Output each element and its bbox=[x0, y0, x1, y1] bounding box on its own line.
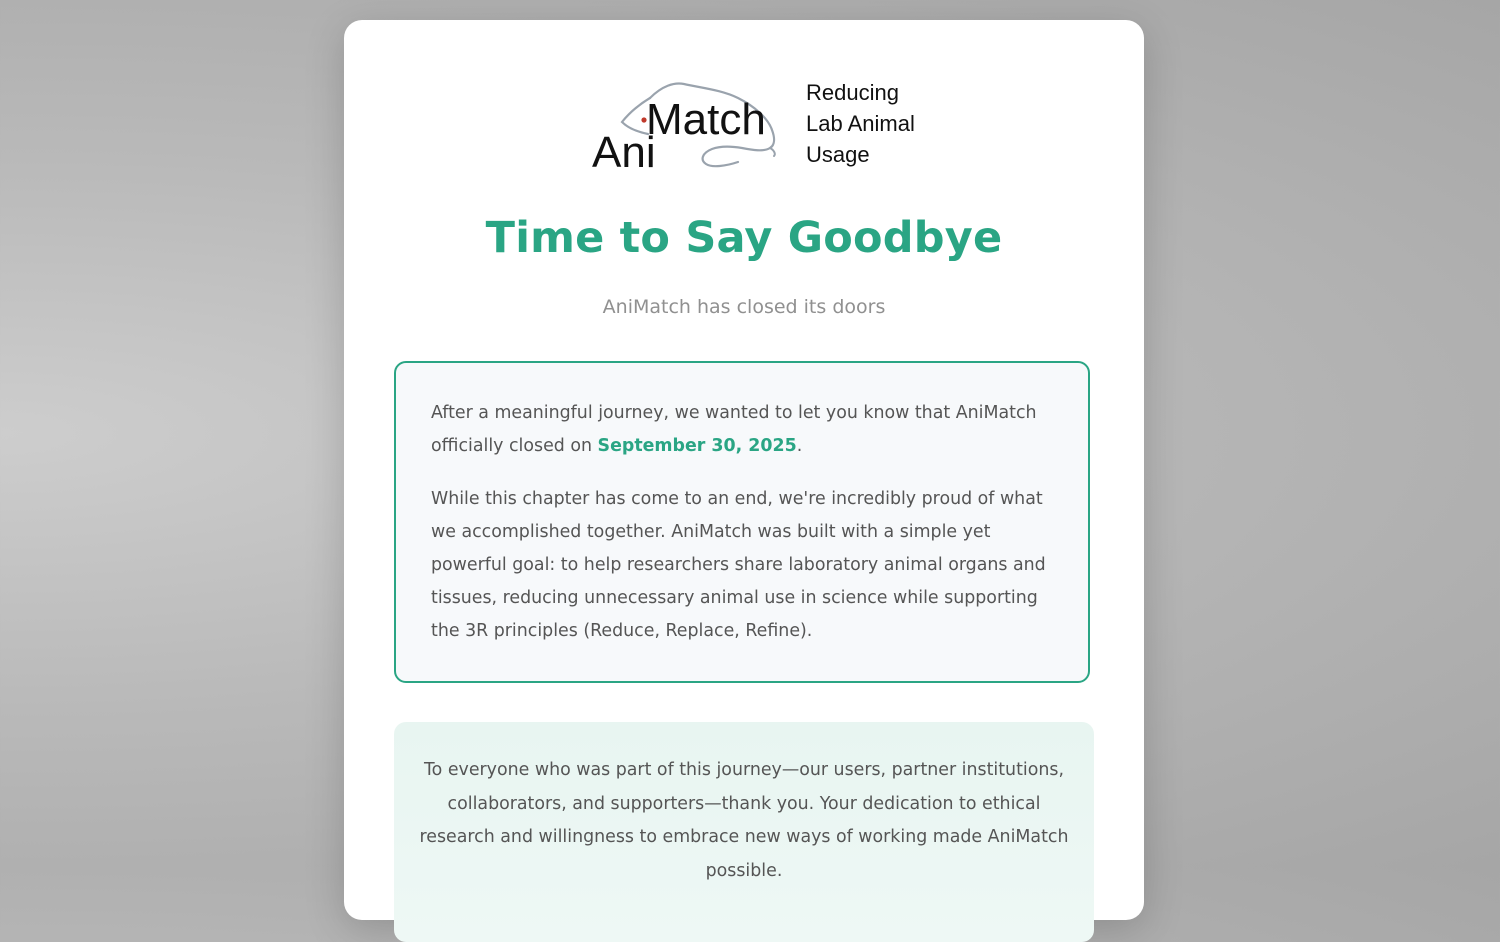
closure-notice-box bbox=[394, 361, 1090, 683]
page-subtitle: AniMatch has closed its doors bbox=[602, 296, 886, 318]
closing-date: September 30, 2025 bbox=[597, 436, 797, 456]
logo-match-text: Match bbox=[646, 95, 766, 144]
animatch-logo bbox=[592, 74, 915, 177]
mission-paragraph: While this chapter has come to an end, we're incredibly proud of what we accomplished together. AniMatch was built with a simple yet powerful goal: to help researchers share laboratory animal organs and tissues, reducing unnecessary animal use in science while supporting the 3R principles (Reduce, Replace, Refine). bbox=[431, 489, 1046, 641]
thank-you-box bbox=[394, 722, 1094, 942]
logo-tagline-line-2: Lab Animal bbox=[806, 111, 915, 136]
goodbye-card bbox=[344, 20, 1144, 920]
closure-text-before-date: After a meaningful journey, we wanted to let you know that AniMatch officially closed on bbox=[431, 403, 1037, 456]
thank-you-text: To everyone who was part of this journey—our users, partner institutions, collaborators, and supporters—thank you. Your dedication to ethical research and willingness to embrace new ways of working made AniMatch possible. bbox=[419, 760, 1069, 881]
logo-tagline-line-1: Reducing bbox=[806, 80, 899, 105]
closure-paragraph bbox=[431, 397, 1054, 463]
logo-tagline-line-3: Usage bbox=[806, 142, 870, 167]
logo-ani-text: Ani bbox=[592, 128, 656, 177]
page-title: Time to Say Goodbye bbox=[485, 213, 1003, 263]
closure-text-after-date: . bbox=[796, 436, 803, 456]
